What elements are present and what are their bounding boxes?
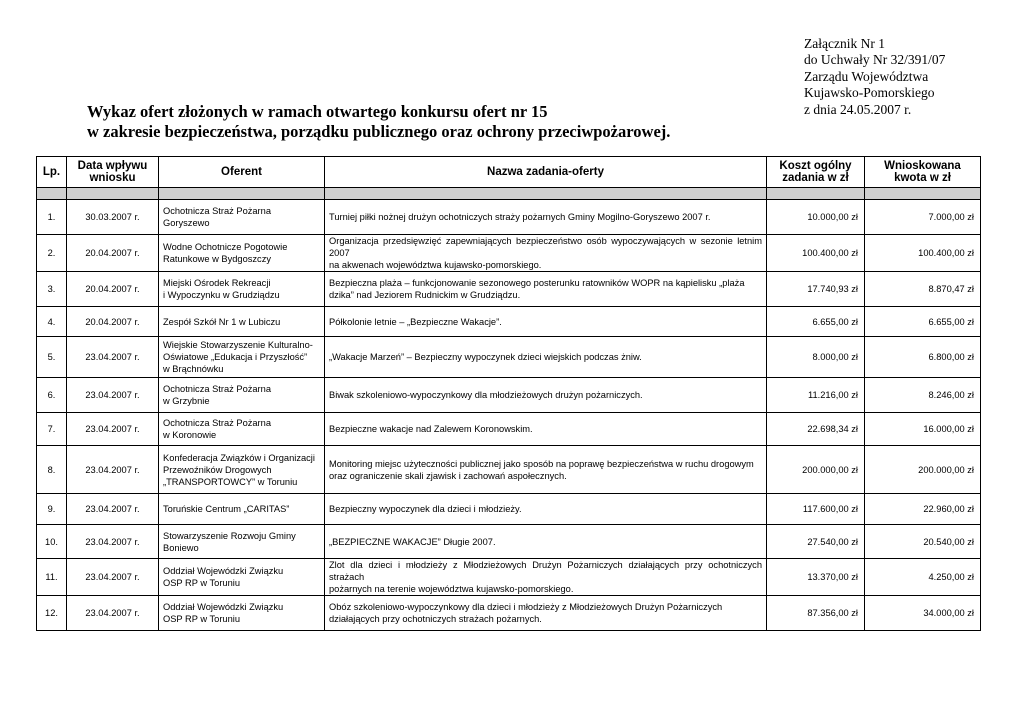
cell-date: 20.04.2007 r. xyxy=(67,235,159,272)
cell-date: 30.03.2007 r. xyxy=(67,200,159,235)
cell-task: Zlot dla dzieci i młodzieży z Młodzieżowych Drużyn Pożarniczych działających przy ochotniczych strażach pożarnych na terenie województwa kujawsko-pomorskiego. xyxy=(325,559,767,596)
annex-line: Zarządu Województwa xyxy=(804,68,929,84)
cell-task: Bezpieczny wypoczynek dla dzieci i młodzieży. xyxy=(325,494,767,525)
cell-date: 23.04.2007 r. xyxy=(67,525,159,559)
cell-requested: 6.800,00 zł xyxy=(865,337,981,378)
annex-line: Załącznik Nr 1 xyxy=(804,36,885,51)
cell-date: 23.04.2007 r. xyxy=(67,446,159,494)
cell-lp: 6. xyxy=(37,378,67,413)
table-row xyxy=(37,272,981,307)
cell-offerer: Oddział Wojewódzki Związku OSP RP w Toruniu xyxy=(159,559,325,596)
table-row xyxy=(37,235,981,272)
cell-cost: 6.655,00 zł xyxy=(767,307,865,337)
cell-lp: 3. xyxy=(37,272,67,307)
table-row xyxy=(37,307,981,337)
cell-offerer: Stowarzyszenie Rozwoju Gminy Boniewo xyxy=(159,525,325,559)
cell-lp: 8. xyxy=(37,446,67,494)
cell-lp: 2. xyxy=(37,235,67,272)
header-requested: Wnioskowana kwota w zł xyxy=(865,157,981,188)
annex-line: z dnia 24.05.2007 r. xyxy=(804,101,912,117)
cell-date: 20.04.2007 r. xyxy=(67,307,159,337)
cell-offerer: Wiejskie Stowarzyszenie Kulturalno- Oświatowe „Edukacja i Przyszłość” w Brąchnówku xyxy=(159,337,325,378)
header-task: Nazwa zadania-oferty xyxy=(325,157,767,188)
annex-note xyxy=(804,36,945,118)
table-row xyxy=(37,378,981,413)
cell-requested: 16.000,00 zł xyxy=(865,413,981,446)
table-header-row xyxy=(37,157,981,188)
header-cost: Koszt ogólny zadania w zł xyxy=(767,157,865,188)
cell-requested: 8.870,47 zł xyxy=(865,272,981,307)
cell-task: Bezpieczne wakacje nad Zalewem Koronowskim. xyxy=(325,413,767,446)
cell-cost: 27.540,00 zł xyxy=(767,525,865,559)
cell-task: „Wakacje Marzeń” – Bezpieczny wypoczynek dzieci wiejskich podczas żniw. xyxy=(325,337,767,378)
cell-date: 23.04.2007 r. xyxy=(67,559,159,596)
cell-offerer: Ochotnicza Straż Pożarna w Koronowie xyxy=(159,413,325,446)
cell-lp: 5. xyxy=(37,337,67,378)
cell-cost: 13.370,00 zł xyxy=(767,559,865,596)
cell-offerer: Miejski Ośrodek Rekreacji i Wypoczynku w Grudziądzu xyxy=(159,272,325,307)
title-line: w zakresie bezpieczeństwa, porządku publicznego oraz ochrony przeciwpożarowej. xyxy=(87,122,671,141)
cell-task: Organizacja przedsięwzięć zapewniających bezpieczeństwo osób wypoczywających w sezonie letnim 2007 na akwenach województwa kujawsko-pomorskiego. xyxy=(325,235,767,272)
cell-cost: 11.216,00 zł xyxy=(767,378,865,413)
cell-lp: 7. xyxy=(37,413,67,446)
cell-offerer: Oddział Wojewódzki Związku OSP RP w Toruniu xyxy=(159,596,325,631)
cell-offerer: Ochotnicza Straż Pożarna w Grzybnie xyxy=(159,378,325,413)
cell-task: Bezpieczna plaża – funkcjonowanie sezonowego posterunku ratowników WOPR na kąpielisku „plaża dzika” nad Jeziorem Rudnickim w Grudziądzu. xyxy=(325,272,767,307)
annex-line: Kujawsko-Pomorskiego xyxy=(804,85,935,101)
cell-requested: 200.000,00 zł xyxy=(865,446,981,494)
cell-lp: 12. xyxy=(37,596,67,631)
cell-lp: 9. xyxy=(37,494,67,525)
cell-requested: 100.400,00 zł xyxy=(865,235,981,272)
header-separator-row xyxy=(37,188,981,200)
cell-offerer: Konfederacja Związków i Organizacji Przewoźników Drogowych „TRANSPORTOWCY” w Toruniu xyxy=(159,446,325,494)
cell-date: 20.04.2007 r. xyxy=(67,272,159,307)
cell-task: Monitoring miejsc użyteczności publicznej jako sposób na poprawę bezpieczeństwa w ruchu drogowym oraz ograniczenie skali zjawisk i zachowań aspołecznych. xyxy=(325,446,767,494)
cell-cost: 200.000,00 zł xyxy=(767,446,865,494)
cell-task: „BEZPIECZNE WAKACJE” Długie 2007. xyxy=(325,525,767,559)
cell-cost: 87.356,00 zł xyxy=(767,596,865,631)
header-date: Data wpływu wniosku xyxy=(67,157,159,188)
cell-lp: 10. xyxy=(37,525,67,559)
cell-lp: 4. xyxy=(37,307,67,337)
cell-lp: 11. xyxy=(37,559,67,596)
header-offerer: Oferent xyxy=(159,157,325,188)
cell-cost: 117.600,00 zł xyxy=(767,494,865,525)
table-row xyxy=(37,200,981,235)
cell-offerer: Ochotnicza Straż Pożarna Goryszewo xyxy=(159,200,325,235)
cell-cost: 100.400,00 zł xyxy=(767,235,865,272)
offers-table xyxy=(36,156,981,631)
cell-task: Obóz szkoleniowo-wypoczynkowy dla dzieci i młodzieży z Młodzieżowych Drużyn Pożarniczych działających przy ochotniczych strażach pożarnych. xyxy=(325,596,767,631)
cell-date: 23.04.2007 r. xyxy=(67,337,159,378)
table-row xyxy=(37,596,981,631)
table-row xyxy=(37,446,981,494)
cell-requested: 6.655,00 zł xyxy=(865,307,981,337)
cell-cost: 22.698,34 zł xyxy=(767,413,865,446)
table-row xyxy=(37,559,981,596)
title-line: Wykaz ofert złożonych w ramach otwartego konkursu ofert nr 15 xyxy=(87,102,548,121)
cell-date: 23.04.2007 r. xyxy=(67,378,159,413)
table-row xyxy=(37,337,981,378)
cell-offerer: Toruńskie Centrum „CARITAS” xyxy=(159,494,325,525)
header-lp: Lp. xyxy=(37,157,67,188)
cell-cost: 8.000,00 zł xyxy=(767,337,865,378)
table-row xyxy=(37,494,981,525)
cell-requested: 20.540,00 zł xyxy=(865,525,981,559)
cell-requested: 22.960,00 zł xyxy=(865,494,981,525)
cell-requested: 8.246,00 zł xyxy=(865,378,981,413)
table-row xyxy=(37,525,981,559)
cell-date: 23.04.2007 r. xyxy=(67,413,159,446)
cell-date: 23.04.2007 r. xyxy=(67,494,159,525)
annex-line: do Uchwały Nr 32/391/07 xyxy=(804,52,946,68)
cell-task: Turniej piłki nożnej drużyn ochotniczych straży pożarnych Gminy Mogilno-Goryszewo 2007 r. xyxy=(325,200,767,235)
cell-task: Półkolonie letnie – „Bezpieczne Wakacje”. xyxy=(325,307,767,337)
cell-requested: 4.250,00 zł xyxy=(865,559,981,596)
table-body xyxy=(37,200,981,631)
document-title xyxy=(87,102,670,142)
cell-date: 23.04.2007 r. xyxy=(67,596,159,631)
cell-cost: 17.740,93 zł xyxy=(767,272,865,307)
cell-lp: 1. xyxy=(37,200,67,235)
cell-offerer: Zespół Szkół Nr 1 w Lubiczu xyxy=(159,307,325,337)
cell-cost: 10.000,00 zł xyxy=(767,200,865,235)
cell-task: Biwak szkoleniowo-wypoczynkowy dla młodzieżowych drużyn pożarniczych. xyxy=(325,378,767,413)
table-row xyxy=(37,413,981,446)
cell-requested: 34.000,00 zł xyxy=(865,596,981,631)
cell-requested: 7.000,00 zł xyxy=(865,200,981,235)
cell-offerer: Wodne Ochotnicze Pogotowie Ratunkowe w Bydgoszczy xyxy=(159,235,325,272)
